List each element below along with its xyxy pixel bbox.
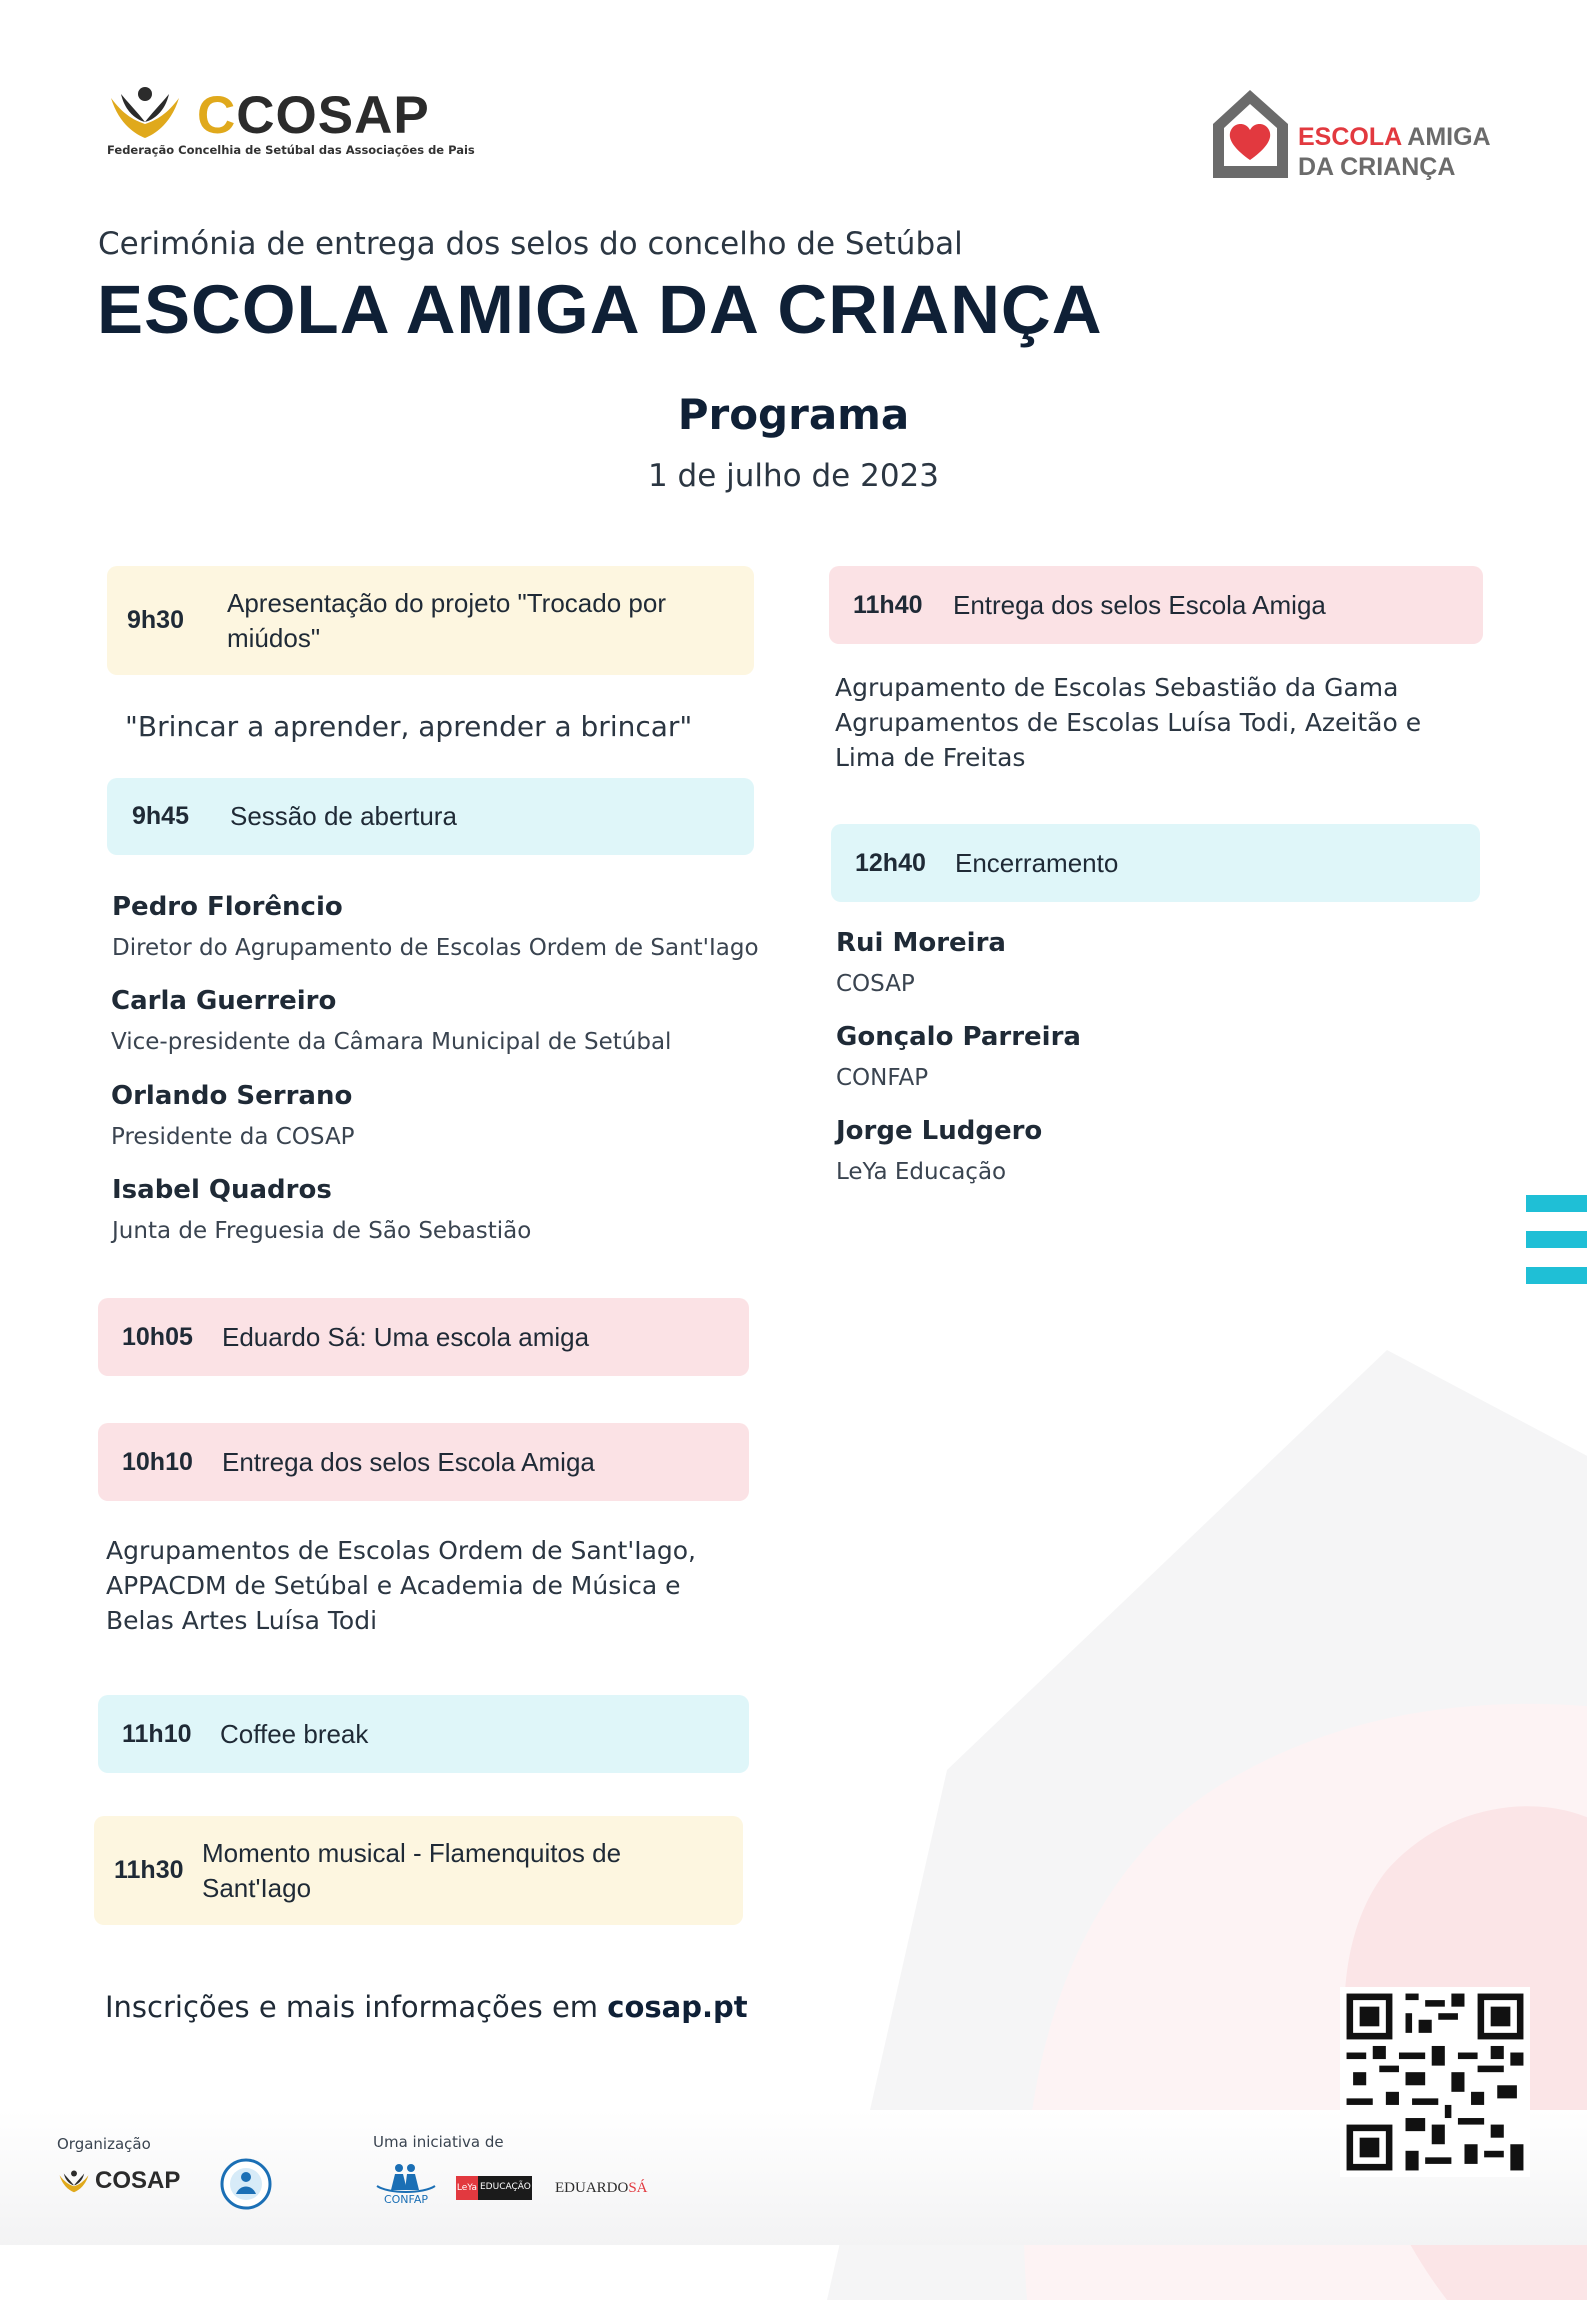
speaker-name: Jorge Ludgero [836,1116,1043,1146]
footer-cosap-wordmark: COSAP [95,2167,181,2194]
parents-association-seal-icon [220,2158,272,2210]
event-subtitle: Cerimónia de entrega dos selos do concelho de Setúbal [98,226,963,262]
speaker-role: Junta de Freguesia de São Sebastião [112,1218,532,1244]
cosap-logo [105,80,475,170]
initiative-label: Uma iniciativa de [373,2133,504,2151]
organization-label: Organização [57,2135,151,2153]
logo-text-da-crianca: DA CRIANÇA [1298,153,1456,181]
speaker-role: Diretor do Agrupamento de Escolas Ordem de Sant'Iago [112,935,759,961]
escola-amiga-logo [1213,90,1513,185]
page-title: ESCOLA AMIGA DA CRIANÇA [97,271,1103,348]
cosap-emblem-icon [105,84,185,144]
schedule-time: 11h40 [853,590,923,619]
cosap-wordmark: CCOSAP [197,86,430,145]
eduardo-sa-text: EDUARDO [555,2180,629,2196]
footer-cosap-logo [57,2163,207,2203]
confap-logo [373,2160,439,2210]
speaker-role: Vice-presidente da Câmara Municipal de Setúbal [111,1029,672,1055]
cosap-subtitle: Federação Concelhia de Setúbal das Associações de Pais [107,143,475,157]
logo-text-amiga: AMIGA [1401,123,1491,151]
escola-amiga-logo-text [1298,122,1491,182]
registration-link[interactable]: cosap.pt [607,1990,748,2024]
schedule-time: 10h10 [122,1447,193,1476]
schedule-time: 9h45 [132,802,189,830]
leya-educacao-logo [456,2176,532,2200]
speaker-name: Carla Guerreiro [111,986,337,1016]
schedule-note-11h40: Agrupamento de Escolas Sebastião da Gama Agrupamentos de Escolas Luísa Todi, Azeitão e Lima de Freitas [835,673,1422,772]
schedule-label: Momento musical - Flamenquitos de Sant'Iago [202,1837,622,1903]
cosap-emblem-icon [57,2169,91,2195]
confap-people-icon [373,2160,439,2194]
speaker-name: Pedro Florêncio [112,892,343,922]
logo-text-escola: ESCOLA [1298,123,1402,151]
schedule-label: Entrega dos selos Escola Amiga [222,1446,595,1477]
schedule-time: 12h40 [855,848,926,877]
schedule-label: Coffee break [220,1718,369,1749]
speaker-name: Isabel Quadros [112,1175,332,1205]
schedule-item-10h10 [98,1423,749,1501]
schedule-item-9h45 [107,778,754,855]
schedule-label: Sessão de abertura [230,801,457,831]
house-heart-icon [1213,90,1288,178]
leya-mark: LeYa [456,2176,478,2200]
speaker-role: Presidente da COSAP [111,1124,355,1150]
program-heading: Programa [677,390,910,439]
speaker-name: Rui Moreira [836,928,1006,958]
leya-educacao-text: EDUCAÇÃO [480,2182,531,2192]
registration-info-text: Inscrições e mais informações em [105,1990,608,2024]
schedule-item-11h40 [829,566,1483,644]
speaker-name: Orlando Serrano [111,1081,353,1111]
qr-code[interactable] [1340,1987,1530,2177]
schedule-item-10h05 [98,1298,749,1376]
schedule-label: Eduardo Sá: Uma escola amiga [222,1321,590,1352]
schedule-label: Apresentação do projeto "Trocado por miúdos" [227,587,666,653]
schedule-time: 11h30 [114,1856,184,1884]
schedule-item-12h40 [831,824,1480,902]
schedule-time: 10h05 [122,1322,193,1351]
speaker-role: COSAP [836,971,915,997]
speaker-name: Gonçalo Parreira [836,1022,1081,1052]
speaker-role: CONFAP [836,1065,929,1091]
qr-code-icon [1340,1987,1530,2177]
decorative-bars [1526,1195,1587,1303]
schedule-time: 9h30 [127,606,184,634]
eduardo-sa-accent: SÁ [628,2180,648,2196]
schedule-label: Entrega dos selos Escola Amiga [953,589,1326,620]
schedule-item-9h30 [107,566,754,675]
schedule-item-11h30 [94,1816,743,1925]
confap-text: CONFAP [383,2193,429,2206]
eduardo-sa-logo [555,2180,648,2197]
schedule-label: Encerramento [955,847,1119,878]
program-date: 1 de julho de 2023 [647,458,940,494]
schedule-time: 11h10 [122,1719,192,1748]
registration-info [105,1990,748,2024]
schedule-note-9h30: "Brincar a aprender, aprender a brincar" [125,710,693,743]
speaker-role: LeYa Educação [836,1159,1007,1185]
schedule-item-11h10 [98,1695,749,1773]
cosap-wordmark-text: COSAP [236,86,430,145]
schedule-note-10h10: Agrupamentos de Escolas Ordem de Sant'Iago, APPACDM de Setúbal e Academia de Música e Belas Artes Luísa Todi [106,1536,697,1635]
